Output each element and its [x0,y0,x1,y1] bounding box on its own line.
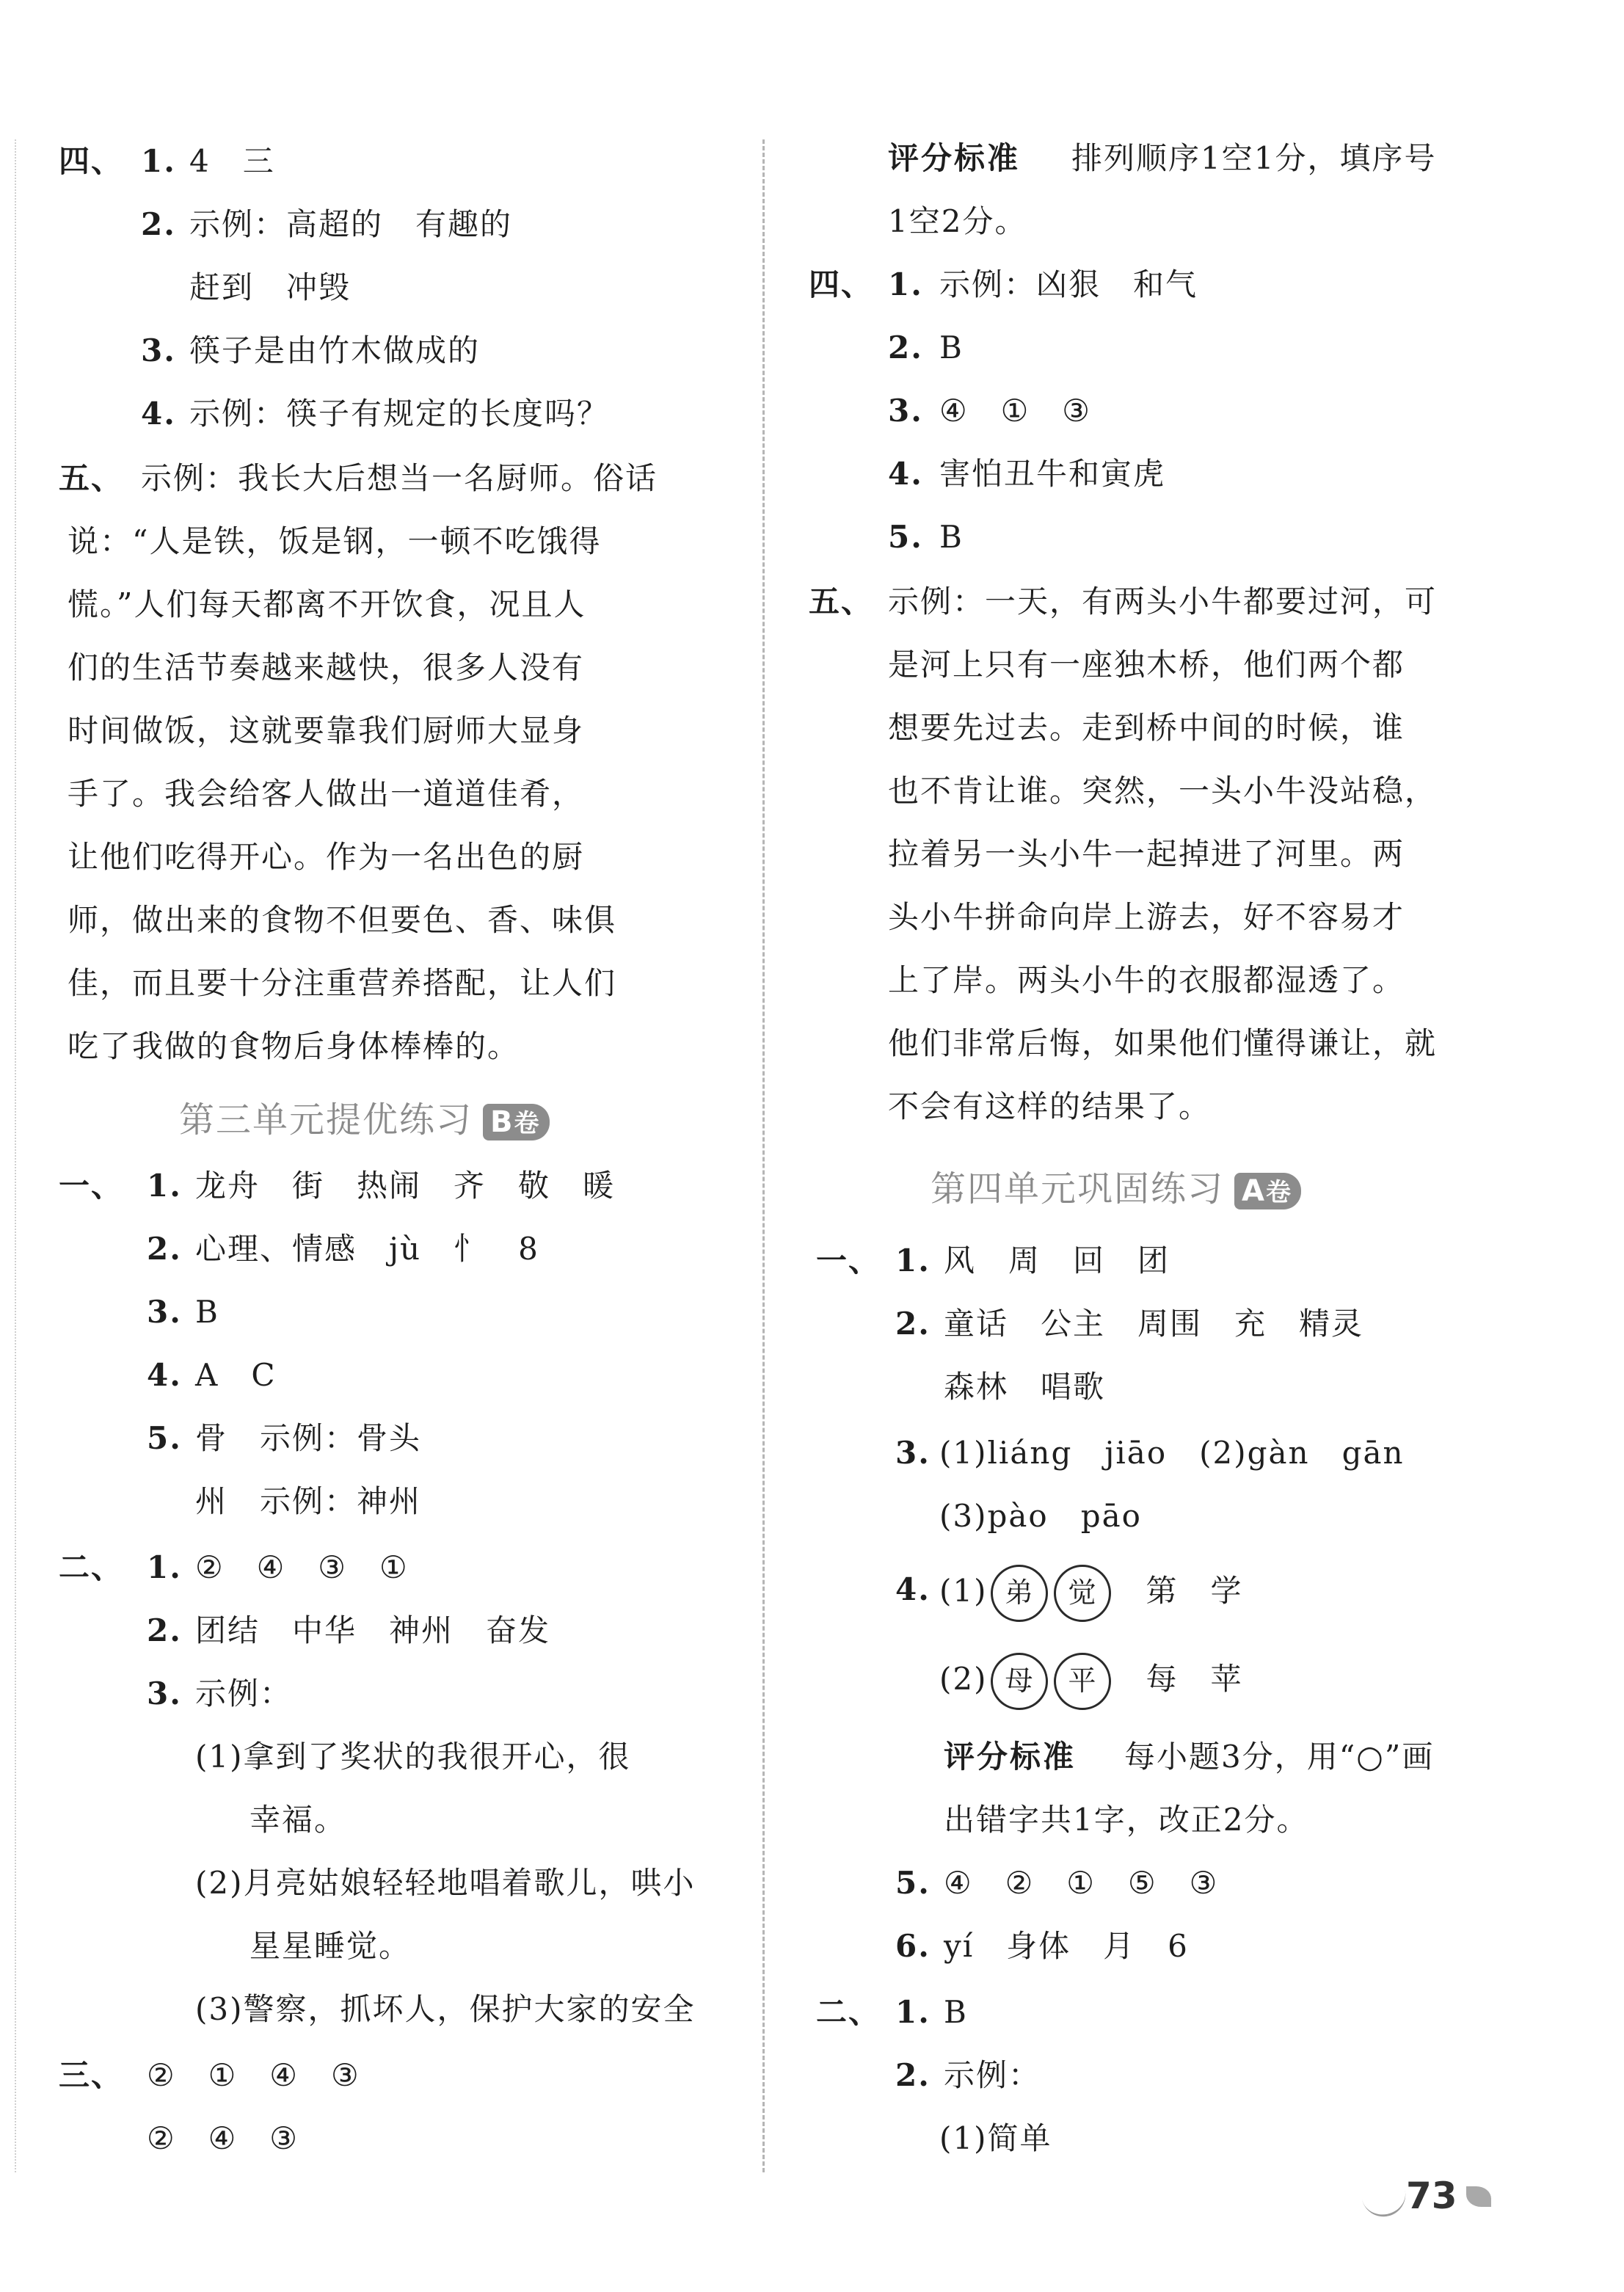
answer-text: 幸福。 [250,1802,347,1838]
sub-item-label: (2) [939,1661,988,1697]
answer-text: (3)pào pāo [939,1498,1142,1534]
answer-text: 赶到 冲毁 [189,269,352,305]
answer-text: ② ④ ③ [147,2120,299,2156]
answer-text: 州 示例：神州 [195,1483,422,1519]
answer-text: B [939,519,964,555]
answer-text: 骨 示例：骨头 [195,1420,422,1456]
item-number: 5. [895,1865,931,1901]
column-divider [762,139,765,2172]
essay-line: 时间做饭，这就要靠我们厨师大显身 [68,713,585,749]
item-number: 4. [888,456,923,492]
answer-text: 团结 中华 神州 奋发 [195,1612,551,1648]
badge-letter: B [490,1105,513,1139]
section-1-label: 一、 [59,1168,124,1204]
essay-line: 们的生活节奏越来越快，很多人没有 [68,650,585,685]
answer-text: 示例：筷子有规定的长度吗？ [189,396,610,432]
item-number: 4. [147,1357,182,1393]
answer-text: 示例： [195,1676,293,1711]
item-number: 2. [141,206,176,242]
answer-text: 童话 公主 周围 充 精灵 [944,1306,1364,1342]
left-edge-dotted-line [15,139,16,2172]
item-number: 1. [147,1549,182,1585]
circled-character: 平 [1054,1653,1111,1710]
item-number: 4. [141,396,176,432]
corrections: 第 学 [1146,1573,1243,1609]
section-4-label: 四、 [809,266,874,302]
unit-4-title-banner [931,1160,1301,1218]
item-number: 3. [141,332,176,368]
item-number: 5. [147,1420,182,1456]
essay-line: 上了岸。两头小牛的衣服都湿透了。 [888,962,1405,998]
unit-title: 第四单元巩固练习 [931,1168,1225,1209]
scoring-text: 1空2分。 [888,203,1027,239]
section-5-label: 五、 [59,460,124,496]
item-number: 2. [147,1612,182,1648]
answer-text: (1)liáng jiāo (2)gàn gān [939,1435,1405,1471]
essay-line: 让他们吃得开心。作为一名出色的厨 [68,839,585,875]
scoring-text: 每小题3分，用“○”画 [1124,1739,1435,1775]
answer-text: 示例： [944,2057,1041,2093]
answer-text: (1)拿到了奖状的我很开心，很 [195,1739,631,1775]
essay-line: 想要先过去。走到桥中间的时候，谁 [888,710,1405,746]
essay-line: 不会有这样的结果了。 [888,1088,1212,1124]
volume-badge [483,1104,550,1140]
item-number: 2. [895,2057,931,2093]
scoring-criteria-label: 评分标准 [888,140,1021,176]
circled-character: 弟 [991,1565,1048,1622]
corrections: 每 苹 [1146,1661,1243,1697]
essay-line: 慌。”人们每天都离不开饮食，况且人 [68,586,586,622]
answer-text: (2)月亮姑娘轻轻地唱着歌儿，哄小 [195,1865,696,1901]
leaf-icon [1466,2186,1491,2207]
item-number: 1. [147,1168,182,1204]
item-number: 1. [895,1243,931,1278]
answer-text: 森林 唱歌 [944,1369,1106,1405]
answer-text: ② ① ④ ③ [147,2057,360,2093]
essay-line: 拉着另一头小牛一起掉进了河里。两 [888,836,1405,872]
answer-text: 示例：高超的 有趣的 [189,206,513,242]
circled-character: 母 [991,1653,1048,1710]
item-number: 4. [895,1571,931,1607]
item-number: 6. [895,1928,931,1964]
item-number: 3. [895,1435,931,1471]
essay-line: 头小牛拼命向岸上游去，好不容易才 [888,899,1405,935]
circled-character: 觉 [1054,1565,1111,1622]
essay-line: 佳，而且要十分注重营养搭配，让人们 [68,965,617,1001]
section-2-label: 二、 [59,1549,124,1585]
page-number-ornament [1386,2169,1503,2227]
item-number: 2. [147,1231,182,1267]
answer-text: 4 三 [189,143,275,179]
section-5-label: 五、 [809,583,874,619]
badge-text: 卷 [514,1109,539,1138]
page-number: 73 [1406,2175,1457,2217]
unit-3-title-banner [179,1091,550,1149]
badge-letter: A [1242,1174,1264,1208]
essay-line: 示例：我长大后想当一名厨师。俗话 [141,460,658,496]
answer-text: ④ ① ③ [939,393,1091,429]
answer-text: B [939,330,964,365]
answer-text: 示例：凶狠 和气 [939,266,1198,302]
scoring-text: 出错字共1字，改正2分。 [944,1802,1309,1838]
answer-text: ② ④ ③ ① [195,1549,409,1585]
badge-text: 卷 [1265,1178,1291,1207]
item-number: 3. [888,393,923,429]
answer-text: 筷子是由竹木做成的 [189,332,481,368]
item-number: 1. [895,1994,931,2030]
item-number: 1. [141,143,176,179]
essay-line: 也不肯让谁。突然，一头小牛没站稳， [888,773,1438,809]
answer-text: B [195,1294,219,1330]
answer-text: 害怕丑牛和寅虎 [939,456,1166,492]
item-number: 5. [888,519,923,555]
section-2-label: 二、 [816,1994,881,2030]
answer-text: (1)简单 [939,2120,1052,2156]
essay-line: 示例：一天，有两头小牛都要过河，可 [888,583,1438,619]
item-number: 1. [888,266,923,302]
answer-text: (3)警察，抓坏人，保护大家的安全 [195,1991,696,2027]
answer-text: 星星睡觉。 [250,1928,412,1964]
essay-line: 说：“人是铁，饭是钢，一顿不吃饿得 [68,523,602,559]
corrected-characters-row-2 [939,1653,1243,1710]
item-number: 2. [888,330,923,365]
answer-text: ④ ② ① ⑤ ③ [944,1865,1219,1901]
essay-line: 手了。我会给客人做出一道道佳肴， [68,776,585,812]
corrected-characters-row-1 [939,1565,1243,1622]
answer-text: 心理、情感 jù 忄 8 [195,1231,539,1267]
answer-text: 龙舟 街 热闹 齐 敬 暖 [195,1168,616,1204]
item-number: 2. [895,1306,931,1342]
section-1-label: 一、 [816,1243,881,1278]
swirl-decoration [1361,2188,1410,2221]
item-number: 3. [147,1294,182,1330]
scoring-text: 排列顺序1空1分，填序号 [1071,140,1437,176]
essay-line: 吃了我做的食物后身体棒棒的。 [68,1028,520,1064]
item-number: 3. [147,1676,182,1711]
scoring-criteria-label: 评分标准 [944,1739,1077,1775]
sub-item-label: (1) [939,1573,988,1609]
answer-text: yí 身体 月 6 [944,1928,1189,1964]
essay-line: 他们非常后悔，如果他们懂得谦让，就 [888,1025,1438,1061]
answer-text: B [944,1994,968,2030]
section-3-label: 三、 [59,2057,124,2093]
essay-line: 师，做出来的食物不但要色、香、味俱 [68,902,617,938]
answer-text: A C [195,1357,277,1393]
answer-text: 风 周 回 团 [944,1243,1170,1278]
section-4-label: 四、 [59,143,124,179]
unit-title: 第三单元提优练习 [179,1099,473,1140]
volume-badge [1234,1173,1301,1209]
essay-line: 是河上只有一座独木桥，他们两个都 [888,647,1405,683]
